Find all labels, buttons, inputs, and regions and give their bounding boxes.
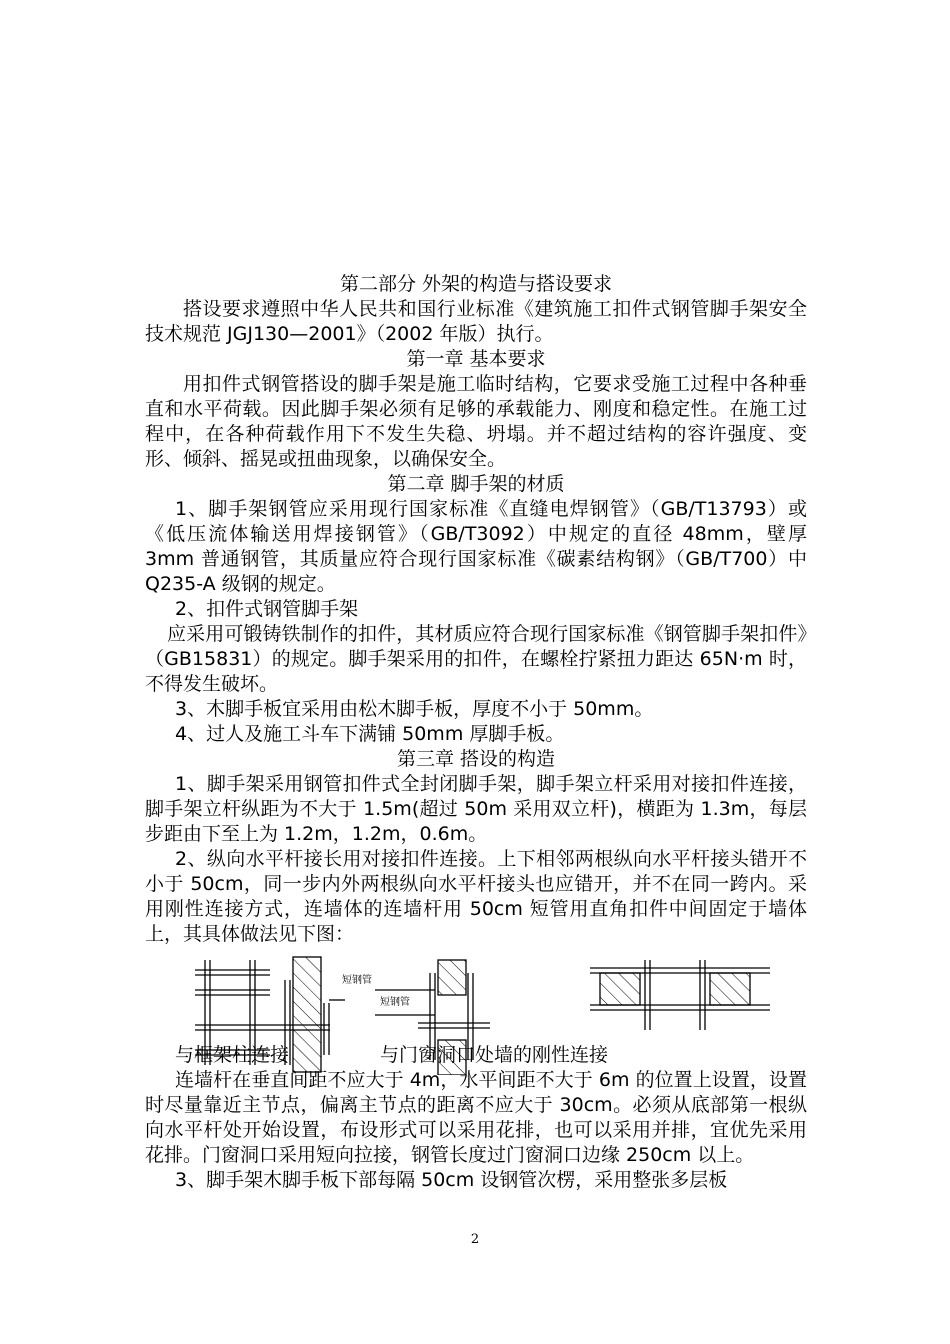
body-text [145, 272, 807, 947]
chapter-2-item-3: 3、木脚手板宜采用由松木脚手板，厚度不小于 50mm。 [175, 698, 654, 720]
part-title: 第二部分 外架的构造与搭设要求 [339, 273, 613, 295]
chapter-2-heading: 第二章 脚手架的材质 [387, 473, 565, 495]
chapter-3-item-2: 2、纵向水平杆接长用对接扣件连接。上下相邻两根纵向水平杆接头错开不小于 50cm，同一步内外两根纵向水平杆接头也应错开，并不在同一跨内。采用刚性连接方式，连墙体的连墙杆用 50cm 短管用直角扣件中间固定于墙体上，其具体做法见下图： [145, 848, 807, 945]
chapter-3-item-1: 1、脚手架采用钢管扣件式全封闭脚手架，脚手架立杆采用对接扣件连接，脚手架立杆纵距为不大于 1.5m(超过 50m 采用双立杆)，横距为 1.3m，每层步距由下至上为 1.2m，1.2m，0.6m。 [145, 773, 807, 845]
chapter-2-item-2-title: 2、扣件式钢管脚手架 [175, 598, 359, 620]
label-short-pipe-2: 短钢管 [380, 997, 410, 1008]
chapter-2-item-4: 4、过人及施工斗车下满铺 50mm 厚脚手板。 [175, 723, 565, 745]
label-short-pipe-1: 短钢管 [342, 975, 372, 986]
wall-tie-spacing-paragraph: 连墙杆在垂直间距不应大于 4m，水平间距不大于 6m 的位置上设置，设置时尽量靠近主节点，偏离主节点的距离不应大于 30cm。必须从底部第一根纵向水平杆处开始设置，布设形式可以采用花排，也可以采用并排，宜优先采用花排。门窗洞口采用短向拉接，钢管长度过门窗洞口边缘 250cm 以上。 [145, 1069, 807, 1166]
chapter-3-item-3: 3、脚手架木脚手板下部每隔 50cm 设钢管次楞，采用整张多层板 [175, 1169, 728, 1191]
wall-section-top [438, 960, 466, 995]
chapter-2-item-2-body: 应采用可锻铸铁制作的扣件，其材质应符合现行国家标准《钢管脚手架扣件》（GB15831）的规定。脚手架采用的扣件，在螺栓拧紧扭力距达 65N·m 时，不得发生破坏。 [145, 623, 807, 695]
caption-wall-opening-connection: 与门窗洞口处墙的刚性连接 [380, 1044, 609, 1066]
chapter-2-item-1: 1、脚手架钢管应采用现行国家标准《直缝电焊钢管》（GB/T13793）或《低压流体输送用焊接钢管》（GB/T3092）中规定的直径 48mm，壁厚 3mm 普通钢管，其质量应符合现行国家标准《碳素结构钢》（GB/T700）中 Q235-A 级钢的规定。 [145, 498, 807, 595]
chapter-1-heading: 第一章 基本要求 [406, 348, 546, 370]
column-section [293, 957, 321, 1072]
after-diagram-text [145, 1068, 807, 1193]
chapter-1-paragraph: 用扣件式钢管搭设的脚手架是施工临时结构，它要求受施工过程中各种垂直和水平荷载。因此脚手架必须有足够的承载能力、刚度和稳定性。在施工过程中，在各种荷载作用下不发生失稳、坍塌。并不超过结构的容许强度、变形、倾斜、摇晃或扭曲现象，以确保安全。 [145, 373, 807, 470]
right-plan-view [590, 960, 770, 1030]
intro-paragraph: 搭设要求遵照中华人民共和国行业标准《建筑施工扣件式钢管脚手架安全技术规范 JGJ130—2001》（2002 年版）执行。 [145, 298, 807, 345]
chapter-3-heading: 第三章 搭设的构造 [396, 748, 556, 770]
page-number: 2 [470, 1232, 480, 1247]
caption-column-connection: 与框架柱连接 [175, 1044, 290, 1066]
